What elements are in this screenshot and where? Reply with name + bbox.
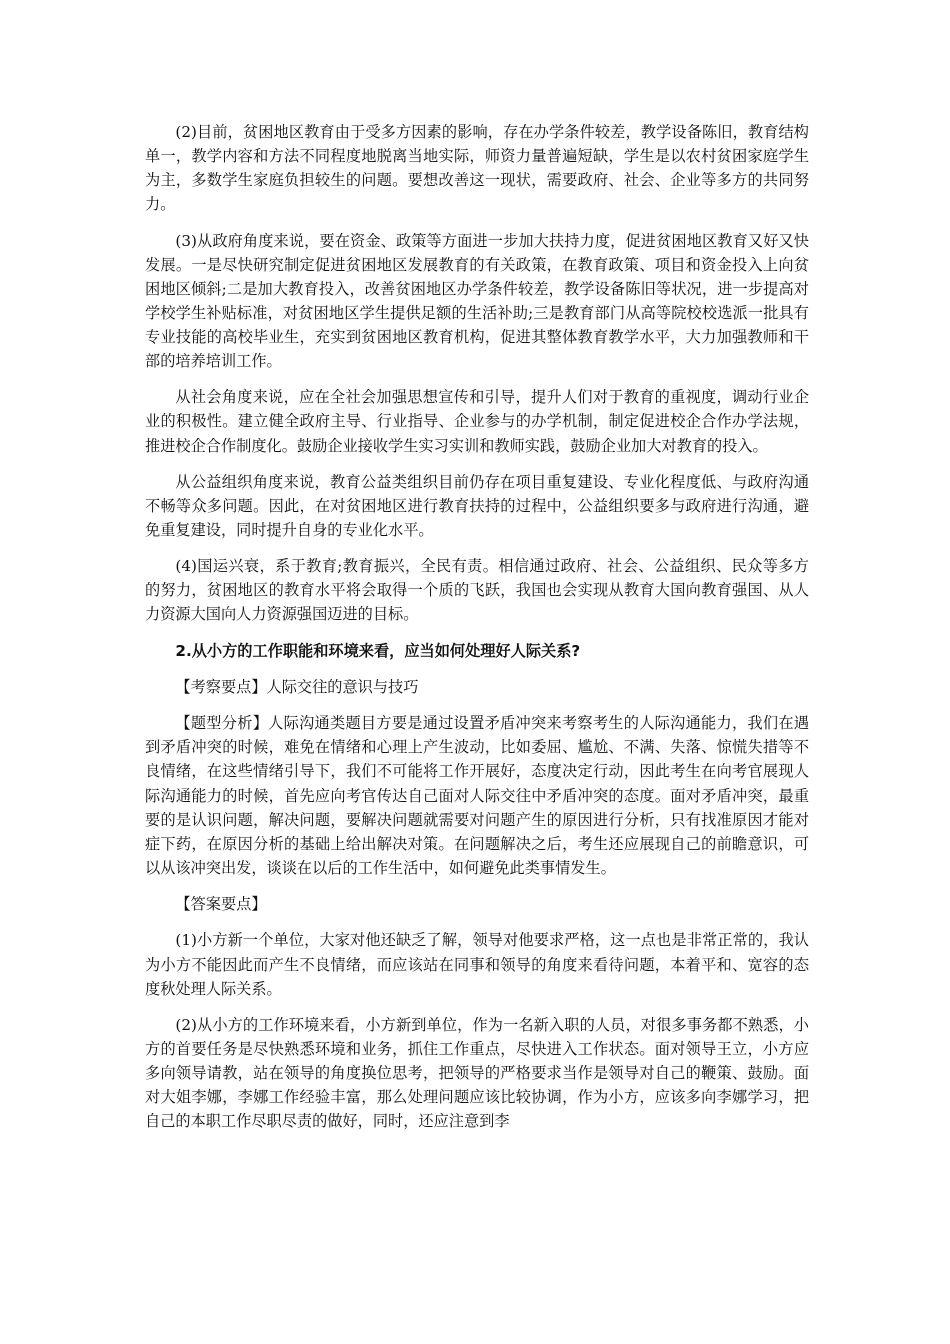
paragraph-answer-label: 【答案要点】 xyxy=(175,895,267,914)
paragraph-society-perspective: 从社会角度来说，应在全社会加强思想宣传和引导，提升人们对于教育的重视度，调动行业企业的积极性。建立健全政府主导、行业指导、企业参与的办学机制，制定促进校企合作办学法规，推进校企合作制度化。鼓励企业接收学生实习实训和教师实践，鼓励企业加大对教育的投入。 xyxy=(145,388,809,455)
question-heading: 2.从小方的工作职能和环境来看，应当如何处理好人际关系? xyxy=(175,641,581,660)
paragraph-charity-perspective: 从公益组织角度来说，教育公益类组织目前仍存在项目重复建设、专业化程度低、与政府沟通不畅等众多问题。因此，在对贫困地区进行教育扶持的过程中，公益组织要多与政府进行沟通，避免重复建设，同时提升自身的专业化水平。 xyxy=(145,472,809,539)
paragraph-government-perspective: (3)从政府角度来说，要在资金、政策等方面进一步加大扶持力度，促进贫困地区教育又好又快发展。一是尽快研究制定促进贫困地区发展教育的有关政策，在教育政策、项目和资金投入上向贫困地区倾斜;二是加大教育投入，改善贫困地区办学条件较差，教学设备陈旧等状况，进一步提高对学校学生补贴标准，对贫困地区学生提供足额的生活补助;三是教育部门从高等院校校选派一批具有专业技能的高校毕业生，充实到贫困地区教育机构，促进其整体教育教学水平，大力加强教师和干部的培养培训工作。 xyxy=(145,231,809,371)
paragraph-answer-point-2: (2)从小方的工作环境来看，小方新到单位，作为一名新入职的人员，对很多事务都不熟悉，小方的首要任务是尽快熟悉环境和业务，抓住工作重点，尽快进入工作状态。面对领导王立，小方应多向领导请教，站在领导的角度换位思考，把领导的严格要求当作是领导对自己的鞭策、鼓励。面对大姐李娜，李娜工作经验丰富，那么处理问题应该比较协调，作为小方，应该多向李娜学习，把自己的本职工作尽职尽责的做好，同时，还应注意到李 xyxy=(145,1015,809,1131)
paragraph-answer-point-1: (1)小方新一个单位，大家对他还缺乏了解，领导对他要求严格，这一点也是非常正常的，我认为小方不能因此而产生不良情绪，而应该站在同事和领导的角度来看待问题，本着平和、宽容的态度秋处理人际关系。 xyxy=(145,931,809,998)
document-page xyxy=(145,120,809,1146)
paragraph-conclusion: (4)国运兴衰，系于教育;教育振兴，全民有责。相信通过政府、社会、公益组织、民众等多方的努力，贫困地区的教育水平将会取得一个质的飞跃，我国也会实现从教育大国向教育强国、从人力资源大国向人力资源强国迈进的目标。 xyxy=(145,557,809,624)
paragraph-poverty-education-status: (2)目前，贫困地区教育由于受多方因素的影响，存在办学条件较差，教学设备陈旧，教育结构单一，教学内容和方法不同程度地脱离当地实际，师资力量普遍短缺，学生是以农村贫困家庭学生为主，多数学生家庭负担较生的问题。要想改善这一现状，需要政府、社会、企业等多方的共同努力。 xyxy=(145,123,809,214)
paragraph-key-points: 【考察要点】人际交往的意识与技巧 xyxy=(175,678,419,696)
paragraph-question-analysis: 【题型分析】人际沟通类题目方要是通过设置矛盾冲突来考察考生的人际沟通能力，我们在遇到矛盾冲突的时候，难免在情绪和心理上产生波动，比如委屈、尴尬、不满、失落、惊慌失措等不良情绪，在这些情绪引导下，我们不可能将工作开展好，态度决定行动，因此考生在向考官展现人际沟通能力的时候，首先应向考官传达自己面对人际交往中矛盾冲突的态度。面对矛盾冲突，最重要的是认识问题，解决问题，要解决问题就需要对问题产生的原因进行分析，只有找准原因才能对症下药，在原因分析的基础上给出解决对策。在问题解决之后，考生还应展现自己的前瞻意识，可以从该冲突出发，谈谈在以后的工作生活中，如何避免此类事情发生。 xyxy=(145,714,809,877)
